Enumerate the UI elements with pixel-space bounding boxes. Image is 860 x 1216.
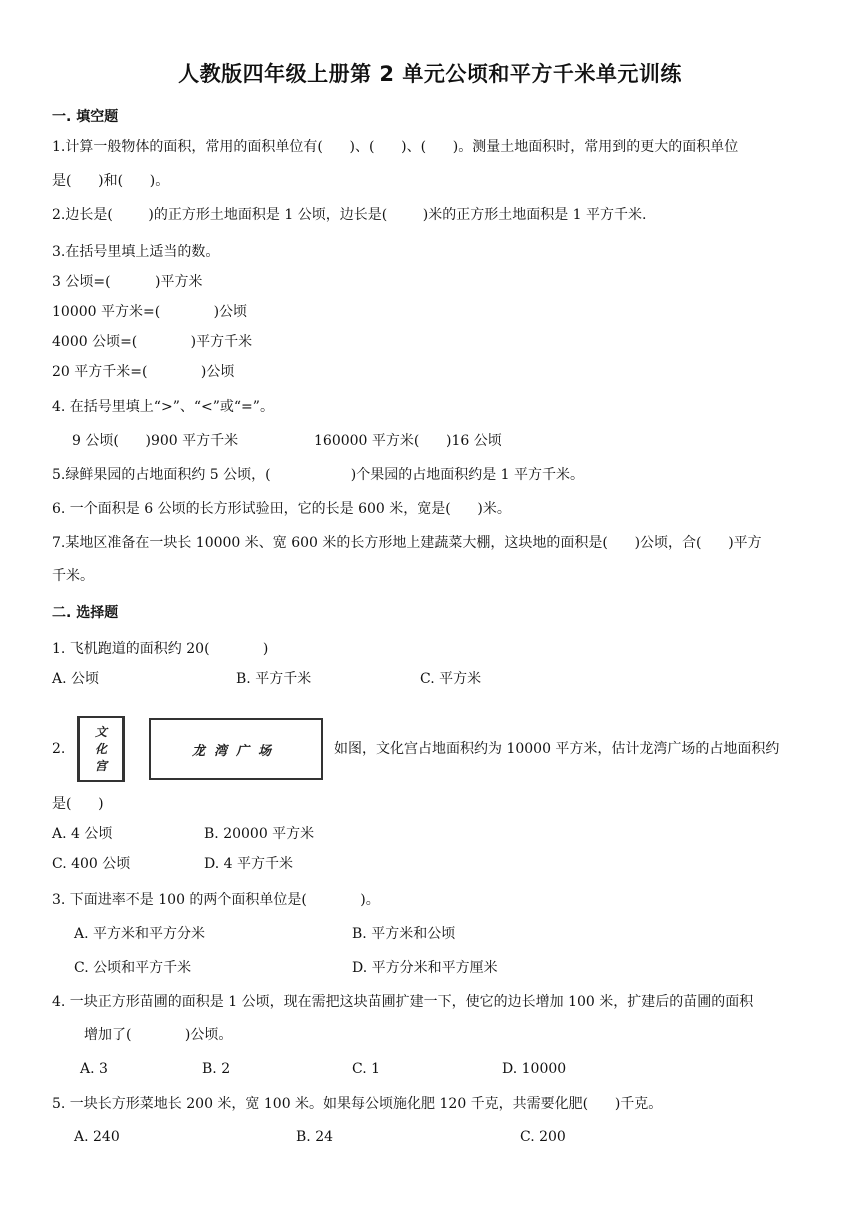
longwan-square-label: 龙湾广场	[191, 743, 280, 759]
question-5: 5.绿鲜果园的占地面积约 5 公顷，( )个果园的占地面积约是 1 平方千米。	[52, 467, 584, 483]
choice-2-option-d: D. 4 平方千米	[204, 856, 293, 872]
choice-2-option-c: C. 400 公顷	[52, 856, 131, 872]
choice-5-option-c: C. 200	[520, 1129, 566, 1145]
question-7-line-1: 7.某地区准备在一块长 10000 米、宽 600 米的长方形地上建蔬菜大棚，这块地的面积是( )公顷，合( )平方	[52, 535, 762, 551]
question-4-item-b: 160000 平方米( )16 公顷	[314, 433, 502, 449]
choice-2-option-a: A. 4 公顷	[52, 826, 113, 842]
question-1-line-2: 是( )和( )。	[52, 173, 170, 189]
choice-4-option-d: D. 10000	[502, 1061, 567, 1077]
longwan-square-figure	[149, 718, 323, 780]
choice-4-option-b: B. 2	[202, 1061, 231, 1077]
choice-3-option-c: C. 公顷和平方千米	[74, 960, 192, 976]
choice-5-option-b: B. 24	[296, 1129, 334, 1145]
question-4: 4. 在括号里填上“>”、“<”或“=”。	[52, 399, 274, 415]
section-heading-fill-in: 一. 填空题	[52, 109, 119, 125]
cultural-palace-char-3: 宫	[94, 758, 107, 773]
choice-4-option-c: C. 1	[352, 1061, 381, 1077]
page-title: 人教版四年级上册第 2 单元公顷和平方千米单元训练	[178, 62, 682, 86]
choice-5: 5. 一块长方形菜地长 200 米，宽 100 米。如果每公顷施化肥 120 千克，共需要化肥( )千克。	[52, 1096, 663, 1112]
choice-1-option-a: A. 公顷	[52, 671, 100, 687]
cultural-palace-char-1: 文	[94, 724, 107, 739]
cultural-palace-figure	[77, 716, 125, 782]
choice-3-option-a: A. 平方米和平方分米	[74, 926, 206, 942]
choice-5-option-a: A. 240	[74, 1129, 120, 1145]
choice-2-text: 如图，文化宫占地面积约为 10000 平方米，估计龙湾广场的占地面积约	[334, 741, 780, 757]
choice-3-option-b: B. 平方米和公顷	[352, 926, 456, 942]
choice-3-option-d: D. 平方分米和平方厘米	[352, 960, 498, 976]
question-1-line-1: 1.计算一般物体的面积，常用的面积单位有( )、( )、( )。测量土地面积时，常用到的更大的面积单位	[52, 139, 739, 155]
question-7-line-2: 千米。	[52, 568, 94, 584]
question-2: 2.边长是( )的正方形土地面积是 1 公顷，边长是( )米的正方形土地面积是 1 平方千米.	[52, 207, 647, 223]
choice-4-line-1: 4. 一块正方形苗圃的面积是 1 公顷，现在需把这块苗圃扩建一下，使它的边长增加 100 米，扩建后的苗圃的面积	[52, 994, 754, 1010]
question-6: 6. 一个面积是 6 公顷的长方形试验田，它的长是 600 米，宽是( )米。	[52, 501, 511, 517]
question-4-item-a: 9 公顷( )900 平方千米	[72, 433, 239, 449]
choice-4-option-a: A. 3	[80, 1061, 108, 1077]
choice-3: 3. 下面进率不是 100 的两个面积单位是( )。	[52, 892, 380, 908]
choice-2-line-2: 是( )	[52, 796, 104, 812]
choice-2-option-b: B. 20000 平方米	[204, 826, 315, 842]
choice-1-option-c: C. 平方米	[420, 671, 482, 687]
section-heading-choice: 二. 选择题	[52, 605, 119, 621]
question-3-item-d: 20 平方千米=( )公顷	[52, 364, 235, 380]
choice-2-number: 2.	[52, 741, 66, 757]
question-3-item-a: 3 公顷=( )平方米	[52, 274, 203, 290]
question-3: 3.在括号里填上适当的数。	[52, 244, 220, 260]
cultural-palace-char-2: 化	[94, 741, 107, 756]
question-3-item-b: 10000 平方米=( )公顷	[52, 304, 248, 320]
choice-1-option-b: B. 平方千米	[236, 671, 312, 687]
question-3-item-c: 4000 公顷=( )平方千米	[52, 334, 253, 350]
choice-1: 1. 飞机跑道的面积约 20( )	[52, 641, 269, 657]
choice-4-line-2: 增加了( )公顷。	[84, 1027, 233, 1043]
